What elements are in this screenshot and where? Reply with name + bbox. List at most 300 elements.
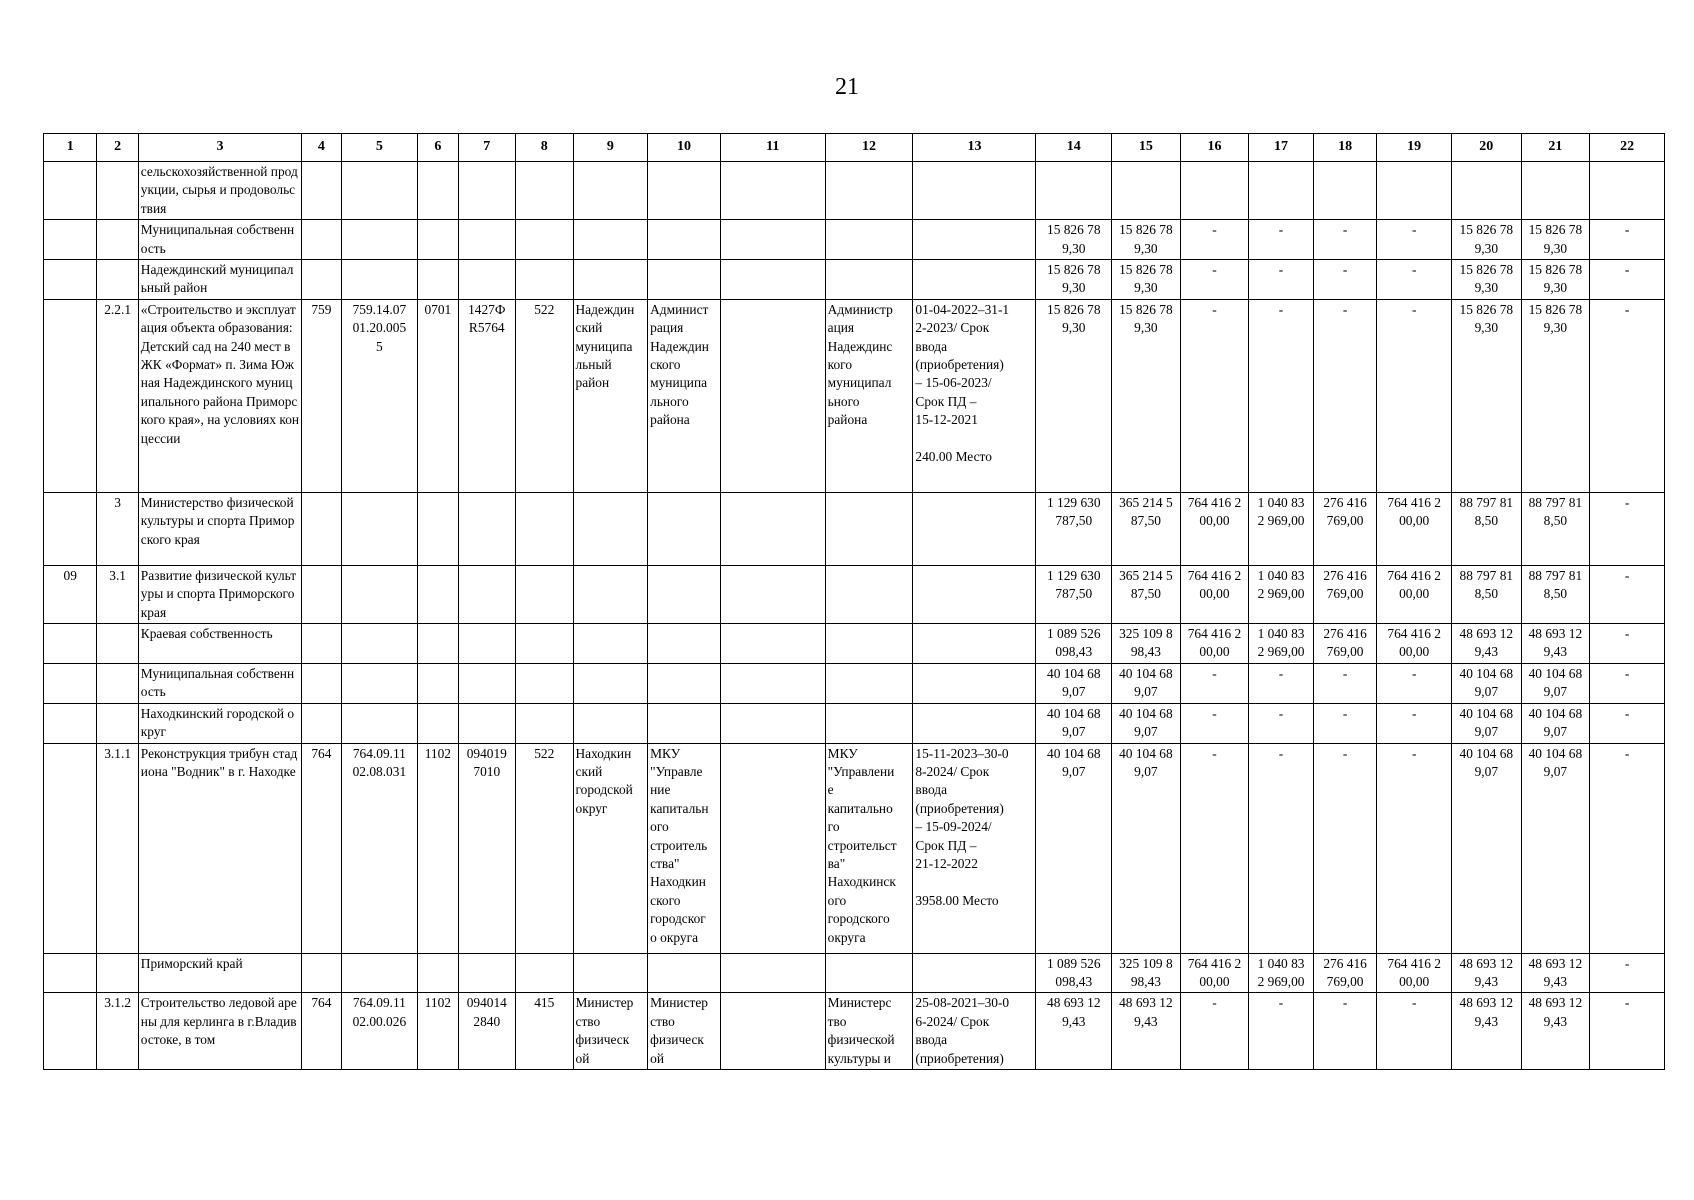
table-cell-col-6 bbox=[418, 663, 458, 703]
table-cell-col-12 bbox=[825, 565, 913, 623]
table-cell-col-21 bbox=[1521, 162, 1590, 220]
column-header-22: 22 bbox=[1590, 134, 1665, 162]
column-header-4: 4 bbox=[302, 134, 341, 162]
table-cell-col-3: Приморский край bbox=[138, 953, 301, 993]
table-cell-col-20: 15 826 78 9,30 bbox=[1452, 220, 1522, 260]
table-cell-col-4 bbox=[302, 492, 341, 565]
table-cell-col-21: 48 693 12 9,43 bbox=[1521, 953, 1590, 993]
table-cell-col-18: 276 416 769,00 bbox=[1313, 565, 1377, 623]
table-cell-col-10 bbox=[648, 624, 721, 664]
table-cell-col-14 bbox=[1036, 162, 1112, 220]
table-cell-col-21: 88 797 81 8,50 bbox=[1521, 492, 1590, 565]
table-cell-col-12 bbox=[825, 162, 913, 220]
table-cell-col-17: 1 040 83 2 969,00 bbox=[1249, 565, 1314, 623]
table-cell-col-4 bbox=[302, 260, 341, 300]
table-cell-col-10 bbox=[648, 953, 721, 993]
table-cell-col-1 bbox=[44, 299, 97, 492]
table-cell-col-6 bbox=[418, 162, 458, 220]
table-cell-col-18: - bbox=[1313, 299, 1377, 492]
column-header-13: 13 bbox=[913, 134, 1036, 162]
table-cell-col-19: - bbox=[1377, 993, 1452, 1070]
table-cell-col-7 bbox=[458, 953, 515, 993]
table-cell-col-5: 764.09.11 02.08.031 bbox=[341, 743, 418, 953]
table-cell-col-15: 365 214 5 87,50 bbox=[1112, 565, 1181, 623]
table-row bbox=[44, 743, 1665, 953]
table-cell-col-15: 15 826 78 9,30 bbox=[1112, 260, 1181, 300]
table-cell-col-11 bbox=[720, 743, 825, 953]
table-cell-col-19: - bbox=[1377, 260, 1452, 300]
table-cell-col-15: 48 693 12 9,43 bbox=[1112, 993, 1181, 1070]
table-cell-col-16: - bbox=[1180, 703, 1249, 743]
table-cell-col-21: 48 693 12 9,43 bbox=[1521, 624, 1590, 664]
table-cell-col-18: 276 416 769,00 bbox=[1313, 953, 1377, 993]
table-cell-col-5 bbox=[341, 565, 418, 623]
table-cell-col-7 bbox=[458, 492, 515, 565]
table-cell-col-22: - bbox=[1590, 993, 1665, 1070]
column-header-5: 5 bbox=[341, 134, 418, 162]
table-cell-col-14: 1 129 630 787,50 bbox=[1036, 492, 1112, 565]
table-cell-col-10 bbox=[648, 260, 721, 300]
table-cell-col-6: 0701 bbox=[418, 299, 458, 492]
table-cell-col-1 bbox=[44, 663, 97, 703]
table-cell-col-5 bbox=[341, 492, 418, 565]
table-body bbox=[44, 162, 1665, 1070]
table-cell-col-6: 1102 bbox=[418, 743, 458, 953]
table-cell-col-10 bbox=[648, 663, 721, 703]
table-cell-col-16 bbox=[1180, 162, 1249, 220]
table-cell-col-21: 15 826 78 9,30 bbox=[1521, 220, 1590, 260]
table-cell-col-20: 15 826 78 9,30 bbox=[1452, 299, 1522, 492]
table-cell-col-5 bbox=[341, 663, 418, 703]
table-cell-col-9 bbox=[573, 162, 648, 220]
table-cell-col-8 bbox=[516, 624, 573, 664]
table-cell-col-19: 764 416 2 00,00 bbox=[1377, 492, 1452, 565]
table-cell-col-3: Строительство ледовой арены для керлинга в г.Владивостоке, в том bbox=[138, 993, 301, 1070]
table-row bbox=[44, 953, 1665, 993]
table-cell-col-20: 40 104 68 9,07 bbox=[1452, 703, 1522, 743]
table-cell-col-9: Министер ство физическ ой bbox=[573, 993, 648, 1070]
table-cell-col-5 bbox=[341, 953, 418, 993]
table-cell-col-22: - bbox=[1590, 953, 1665, 993]
table-cell-col-17: - bbox=[1249, 220, 1314, 260]
table-cell-col-19: - bbox=[1377, 663, 1452, 703]
table-cell-col-2: 3.1.1 bbox=[97, 743, 138, 953]
table-cell-col-4 bbox=[302, 220, 341, 260]
table-cell-col-11 bbox=[720, 565, 825, 623]
table-cell-col-8 bbox=[516, 162, 573, 220]
table-cell-col-9 bbox=[573, 624, 648, 664]
column-header-7: 7 bbox=[458, 134, 515, 162]
table-cell-col-2 bbox=[97, 162, 138, 220]
table-cell-col-14: 1 089 526 098,43 bbox=[1036, 953, 1112, 993]
table-cell-col-18: - bbox=[1313, 703, 1377, 743]
table-cell-col-17: - bbox=[1249, 260, 1314, 300]
table-cell-col-14: 15 826 78 9,30 bbox=[1036, 220, 1112, 260]
table-cell-col-11 bbox=[720, 663, 825, 703]
table-cell-col-1 bbox=[44, 492, 97, 565]
table-cell-col-18: - bbox=[1313, 220, 1377, 260]
table-cell-col-18 bbox=[1313, 162, 1377, 220]
table-cell-col-20 bbox=[1452, 162, 1522, 220]
table-cell-col-15: 40 104 68 9,07 bbox=[1112, 743, 1181, 953]
table-cell-col-13 bbox=[913, 260, 1036, 300]
table-cell-col-17 bbox=[1249, 162, 1314, 220]
table-cell-col-22: - bbox=[1590, 492, 1665, 565]
table-cell-col-1 bbox=[44, 260, 97, 300]
table-row bbox=[44, 220, 1665, 260]
table-cell-col-20: 48 693 12 9,43 bbox=[1452, 993, 1522, 1070]
table-cell-col-18: 276 416 769,00 bbox=[1313, 492, 1377, 565]
table-cell-col-12: Министерс тво физической культуры и bbox=[825, 993, 913, 1070]
table-cell-col-6 bbox=[418, 492, 458, 565]
table-cell-col-7: 094014 2840 bbox=[458, 993, 515, 1070]
table-cell-col-11 bbox=[720, 492, 825, 565]
table-cell-col-22: - bbox=[1590, 703, 1665, 743]
table-cell-col-21: 15 826 78 9,30 bbox=[1521, 299, 1590, 492]
table-cell-col-11 bbox=[720, 953, 825, 993]
table-cell-col-6 bbox=[418, 565, 458, 623]
column-header-1: 1 bbox=[44, 134, 97, 162]
table-cell-col-15: 325 109 8 98,43 bbox=[1112, 624, 1181, 664]
table-cell-col-4 bbox=[302, 953, 341, 993]
table-cell-col-1 bbox=[44, 743, 97, 953]
table-cell-col-19 bbox=[1377, 162, 1452, 220]
table-cell-col-3: Муниципальная собственность bbox=[138, 220, 301, 260]
table-cell-col-14: 1 129 630 787,50 bbox=[1036, 565, 1112, 623]
table-cell-col-4 bbox=[302, 703, 341, 743]
table-cell-col-16: - bbox=[1180, 220, 1249, 260]
column-header-18: 18 bbox=[1313, 134, 1377, 162]
table-cell-col-18: - bbox=[1313, 260, 1377, 300]
table-cell-col-5 bbox=[341, 162, 418, 220]
table-cell-col-9 bbox=[573, 953, 648, 993]
table-cell-col-3: Реконструкция трибун стадиона "Водник" в г. Находке bbox=[138, 743, 301, 953]
table-cell-col-10 bbox=[648, 162, 721, 220]
table-cell-col-21: 48 693 12 9,43 bbox=[1521, 993, 1590, 1070]
table-cell-col-3: Министерство физической культуры и спорта Приморского края bbox=[138, 492, 301, 565]
table-cell-col-10 bbox=[648, 220, 721, 260]
table-cell-col-13 bbox=[913, 220, 1036, 260]
table-cell-col-19: - bbox=[1377, 220, 1452, 260]
table-cell-col-17: - bbox=[1249, 993, 1314, 1070]
table-cell-col-7: 1427Ф R5764 bbox=[458, 299, 515, 492]
table-cell-col-5 bbox=[341, 624, 418, 664]
table-cell-col-20: 15 826 78 9,30 bbox=[1452, 260, 1522, 300]
table-row bbox=[44, 299, 1665, 492]
table-row bbox=[44, 492, 1665, 565]
table-cell-col-16: 764 416 2 00,00 bbox=[1180, 953, 1249, 993]
table-cell-col-15: 325 109 8 98,43 bbox=[1112, 953, 1181, 993]
table-cell-col-12 bbox=[825, 492, 913, 565]
table-cell-col-13 bbox=[913, 162, 1036, 220]
table-cell-col-9: Находкин ский городской округ bbox=[573, 743, 648, 953]
table-cell-col-16: - bbox=[1180, 299, 1249, 492]
table-cell-col-19: - bbox=[1377, 703, 1452, 743]
column-header-10: 10 bbox=[648, 134, 721, 162]
table-cell-col-10 bbox=[648, 565, 721, 623]
table-cell-col-16: - bbox=[1180, 743, 1249, 953]
table-cell-col-7: 094019 7010 bbox=[458, 743, 515, 953]
table-cell-col-9 bbox=[573, 492, 648, 565]
table-cell-col-14: 15 826 78 9,30 bbox=[1036, 260, 1112, 300]
table-cell-col-7 bbox=[458, 220, 515, 260]
table-cell-col-14: 40 104 68 9,07 bbox=[1036, 703, 1112, 743]
table-cell-col-15: 365 214 5 87,50 bbox=[1112, 492, 1181, 565]
table-cell-col-19: 764 416 2 00,00 bbox=[1377, 565, 1452, 623]
table-cell-col-7 bbox=[458, 260, 515, 300]
table-cell-col-14: 48 693 12 9,43 bbox=[1036, 993, 1112, 1070]
table-cell-col-22: - bbox=[1590, 220, 1665, 260]
table-cell-col-12 bbox=[825, 953, 913, 993]
table-cell-col-2: 2.2.1 bbox=[97, 299, 138, 492]
table-cell-col-9: Надеждин ский муниципа льный район bbox=[573, 299, 648, 492]
table-cell-col-12 bbox=[825, 703, 913, 743]
table-cell-col-19: - bbox=[1377, 743, 1452, 953]
table-cell-col-8 bbox=[516, 260, 573, 300]
table-row bbox=[44, 703, 1665, 743]
table-cell-col-9 bbox=[573, 260, 648, 300]
table-cell-col-7 bbox=[458, 703, 515, 743]
table-cell-col-15: 40 104 68 9,07 bbox=[1112, 663, 1181, 703]
budget-table bbox=[43, 133, 1665, 1070]
table-cell-col-11 bbox=[720, 624, 825, 664]
page-number: 21 bbox=[835, 74, 859, 100]
table-cell-col-19: 764 416 2 00,00 bbox=[1377, 624, 1452, 664]
table-cell-col-6 bbox=[418, 703, 458, 743]
table-cell-col-21: 40 104 68 9,07 bbox=[1521, 703, 1590, 743]
table-cell-col-21: 88 797 81 8,50 bbox=[1521, 565, 1590, 623]
table-row bbox=[44, 624, 1665, 664]
table-cell-col-17: - bbox=[1249, 299, 1314, 492]
table-cell-col-12 bbox=[825, 260, 913, 300]
table-cell-col-2 bbox=[97, 663, 138, 703]
table-row bbox=[44, 260, 1665, 300]
table-cell-col-16: - bbox=[1180, 993, 1249, 1070]
table-cell-col-20: 40 104 68 9,07 bbox=[1452, 663, 1522, 703]
column-header-20: 20 bbox=[1452, 134, 1522, 162]
table-cell-col-9 bbox=[573, 703, 648, 743]
table-cell-col-13 bbox=[913, 624, 1036, 664]
table-cell-col-8 bbox=[516, 220, 573, 260]
table-cell-col-5: 764.09.11 02.00.026 bbox=[341, 993, 418, 1070]
table-cell-col-10: Министер ство физическ ой bbox=[648, 993, 721, 1070]
table-cell-col-3: сельскохозяйственной продукции, сырья и продовольствия bbox=[138, 162, 301, 220]
table-cell-col-15 bbox=[1112, 162, 1181, 220]
table-cell-col-1: 09 bbox=[44, 565, 97, 623]
table-cell-col-22: - bbox=[1590, 565, 1665, 623]
table-row bbox=[44, 663, 1665, 703]
table-cell-col-2 bbox=[97, 220, 138, 260]
table-cell-col-9 bbox=[573, 220, 648, 260]
table-cell-col-4: 759 bbox=[302, 299, 341, 492]
table-cell-col-3: Муниципальная собственность bbox=[138, 663, 301, 703]
table-cell-col-6: 1102 bbox=[418, 993, 458, 1070]
table-cell-col-7 bbox=[458, 663, 515, 703]
table-cell-col-20: 88 797 81 8,50 bbox=[1452, 492, 1522, 565]
table-cell-col-14: 40 104 68 9,07 bbox=[1036, 663, 1112, 703]
table-cell-col-4 bbox=[302, 565, 341, 623]
table-cell-col-8 bbox=[516, 565, 573, 623]
table-cell-col-17: 1 040 83 2 969,00 bbox=[1249, 492, 1314, 565]
table-cell-col-1 bbox=[44, 953, 97, 993]
table-cell-col-6 bbox=[418, 220, 458, 260]
column-header-21: 21 bbox=[1521, 134, 1590, 162]
table-cell-col-20: 88 797 81 8,50 bbox=[1452, 565, 1522, 623]
table-cell-col-20: 48 693 12 9,43 bbox=[1452, 953, 1522, 993]
table-header-row bbox=[44, 134, 1665, 162]
table-cell-col-11 bbox=[720, 299, 825, 492]
column-header-2: 2 bbox=[97, 134, 138, 162]
table-cell-col-3: Краевая собственность bbox=[138, 624, 301, 664]
column-header-16: 16 bbox=[1180, 134, 1249, 162]
table-cell-col-11 bbox=[720, 220, 825, 260]
table-cell-col-5 bbox=[341, 220, 418, 260]
column-header-14: 14 bbox=[1036, 134, 1112, 162]
table-cell-col-3: Развитие физической культуры и спорта Приморского края bbox=[138, 565, 301, 623]
table-cell-col-19: 764 416 2 00,00 bbox=[1377, 953, 1452, 993]
table-cell-col-8 bbox=[516, 663, 573, 703]
table-cell-col-9 bbox=[573, 663, 648, 703]
table-cell-col-10: Админист рация Надеждин ского муниципа льного района bbox=[648, 299, 721, 492]
table-cell-col-2: 3 bbox=[97, 492, 138, 565]
table-cell-col-8: 415 bbox=[516, 993, 573, 1070]
column-header-9: 9 bbox=[573, 134, 648, 162]
table-cell-col-12 bbox=[825, 624, 913, 664]
table-cell-col-8: 522 bbox=[516, 743, 573, 953]
table-cell-col-15: 15 826 78 9,30 bbox=[1112, 220, 1181, 260]
table-cell-col-11 bbox=[720, 703, 825, 743]
table-cell-col-7 bbox=[458, 624, 515, 664]
table-cell-col-22: - bbox=[1590, 299, 1665, 492]
table-cell-col-13 bbox=[913, 953, 1036, 993]
table-cell-col-2: 3.1 bbox=[97, 565, 138, 623]
table-cell-col-3: Находкинский городской округ bbox=[138, 703, 301, 743]
table-cell-col-10 bbox=[648, 703, 721, 743]
column-header-3: 3 bbox=[138, 134, 301, 162]
table-cell-col-2 bbox=[97, 953, 138, 993]
table-cell-col-18: 276 416 769,00 bbox=[1313, 624, 1377, 664]
table-cell-col-4: 764 bbox=[302, 743, 341, 953]
table-cell-col-8 bbox=[516, 953, 573, 993]
column-header-15: 15 bbox=[1112, 134, 1181, 162]
table-cell-col-13 bbox=[913, 565, 1036, 623]
table-cell-col-1 bbox=[44, 162, 97, 220]
table-cell-col-3: «Строительство и эксплуатация объекта образования: Детский сад на 240 мест в ЖК «Формат» п. Зима Южная Надеждинского муниципального района Приморского края», на условиях концессии bbox=[138, 299, 301, 492]
table-cell-col-21: 40 104 68 9,07 bbox=[1521, 663, 1590, 703]
table-cell-col-16: 764 416 2 00,00 bbox=[1180, 624, 1249, 664]
table-cell-col-11 bbox=[720, 162, 825, 220]
table-cell-col-9 bbox=[573, 565, 648, 623]
table-cell-col-4 bbox=[302, 663, 341, 703]
table-cell-col-13 bbox=[913, 703, 1036, 743]
column-header-8: 8 bbox=[516, 134, 573, 162]
table-cell-col-15: 15 826 78 9,30 bbox=[1112, 299, 1181, 492]
table-cell-col-20: 40 104 68 9,07 bbox=[1452, 743, 1522, 953]
table-cell-col-17: - bbox=[1249, 743, 1314, 953]
column-header-6: 6 bbox=[418, 134, 458, 162]
table-cell-col-22: - bbox=[1590, 663, 1665, 703]
table-cell-col-16: - bbox=[1180, 663, 1249, 703]
table-cell-col-16: 764 416 2 00,00 bbox=[1180, 492, 1249, 565]
table-cell-col-1 bbox=[44, 624, 97, 664]
table-cell-col-17: 1 040 83 2 969,00 bbox=[1249, 624, 1314, 664]
table-cell-col-2 bbox=[97, 624, 138, 664]
table-cell-col-4 bbox=[302, 624, 341, 664]
table-cell-col-12 bbox=[825, 220, 913, 260]
table-cell-col-7 bbox=[458, 162, 515, 220]
column-header-12: 12 bbox=[825, 134, 913, 162]
table-cell-col-22: - bbox=[1590, 743, 1665, 953]
table-cell-col-16: 764 416 2 00,00 bbox=[1180, 565, 1249, 623]
table-cell-col-20: 48 693 12 9,43 bbox=[1452, 624, 1522, 664]
table-cell-col-5 bbox=[341, 260, 418, 300]
table-cell-col-13: 15-11-2023–30-0 8-2024/ Срок ввода (приобретения) – 15-09-2024/ Срок ПД – 21-12-2022 3958.00 Место bbox=[913, 743, 1036, 953]
table-row bbox=[44, 993, 1665, 1070]
table-cell-col-8 bbox=[516, 492, 573, 565]
table-cell-col-22: - bbox=[1590, 260, 1665, 300]
table-cell-col-3: Надеждинский муниципальный район bbox=[138, 260, 301, 300]
table-cell-col-12: МКУ "Управлени е капитально го строительст ва" Находкинск ого городского округа bbox=[825, 743, 913, 953]
column-header-11: 11 bbox=[720, 134, 825, 162]
column-header-19: 19 bbox=[1377, 134, 1452, 162]
table-cell-col-18: - bbox=[1313, 743, 1377, 953]
table-cell-col-6 bbox=[418, 260, 458, 300]
table-cell-col-10: МКУ "Управле ние капитальн ого строитель ства" Находкин ского городског о округа bbox=[648, 743, 721, 953]
table-cell-col-4: 764 bbox=[302, 993, 341, 1070]
table-row bbox=[44, 162, 1665, 220]
table-cell-col-2: 3.1.2 bbox=[97, 993, 138, 1070]
table-cell-col-17: - bbox=[1249, 663, 1314, 703]
table-cell-col-8 bbox=[516, 703, 573, 743]
table-cell-col-22: - bbox=[1590, 624, 1665, 664]
table-cell-col-17: - bbox=[1249, 703, 1314, 743]
table-cell-col-17: 1 040 83 2 969,00 bbox=[1249, 953, 1314, 993]
table-cell-col-1 bbox=[44, 993, 97, 1070]
table-cell-col-4 bbox=[302, 162, 341, 220]
table-cell-col-13 bbox=[913, 663, 1036, 703]
table-cell-col-1 bbox=[44, 703, 97, 743]
table-cell-col-8: 522 bbox=[516, 299, 573, 492]
table-cell-col-6 bbox=[418, 624, 458, 664]
table-cell-col-2 bbox=[97, 703, 138, 743]
table-cell-col-7 bbox=[458, 565, 515, 623]
table-cell-col-15: 40 104 68 9,07 bbox=[1112, 703, 1181, 743]
table-row bbox=[44, 565, 1665, 623]
table-cell-col-14: 1 089 526 098,43 bbox=[1036, 624, 1112, 664]
table-cell-col-11 bbox=[720, 993, 825, 1070]
table-cell-col-13 bbox=[913, 492, 1036, 565]
column-header-17: 17 bbox=[1249, 134, 1314, 162]
table-cell-col-21: 15 826 78 9,30 bbox=[1521, 260, 1590, 300]
table-cell-col-1 bbox=[44, 220, 97, 260]
table-cell-col-12: Администр ация Надеждинс кого муниципал ьного района bbox=[825, 299, 913, 492]
table-cell-col-5: 759.14.07 01.20.005 5 bbox=[341, 299, 418, 492]
table-cell-col-18: - bbox=[1313, 993, 1377, 1070]
table-cell-col-13: 01-04-2022–31-1 2-2023/ Срок ввода (приобретения) – 15-06-2023/ Срок ПД – 15-12-2021 240.00 Место bbox=[913, 299, 1036, 492]
table-cell-col-21: 40 104 68 9,07 bbox=[1521, 743, 1590, 953]
table-cell-col-12 bbox=[825, 663, 913, 703]
table-cell-col-16: - bbox=[1180, 260, 1249, 300]
table-cell-col-13: 25-08-2021–30-0 6-2024/ Срок ввода (приобретения) bbox=[913, 993, 1036, 1070]
table-cell-col-19: - bbox=[1377, 299, 1452, 492]
table-cell-col-14: 40 104 68 9,07 bbox=[1036, 743, 1112, 953]
table-cell-col-11 bbox=[720, 260, 825, 300]
table-cell-col-18: - bbox=[1313, 663, 1377, 703]
table-cell-col-5 bbox=[341, 703, 418, 743]
table-cell-col-14: 15 826 78 9,30 bbox=[1036, 299, 1112, 492]
table-cell-col-6 bbox=[418, 953, 458, 993]
table-cell-col-22 bbox=[1590, 162, 1665, 220]
